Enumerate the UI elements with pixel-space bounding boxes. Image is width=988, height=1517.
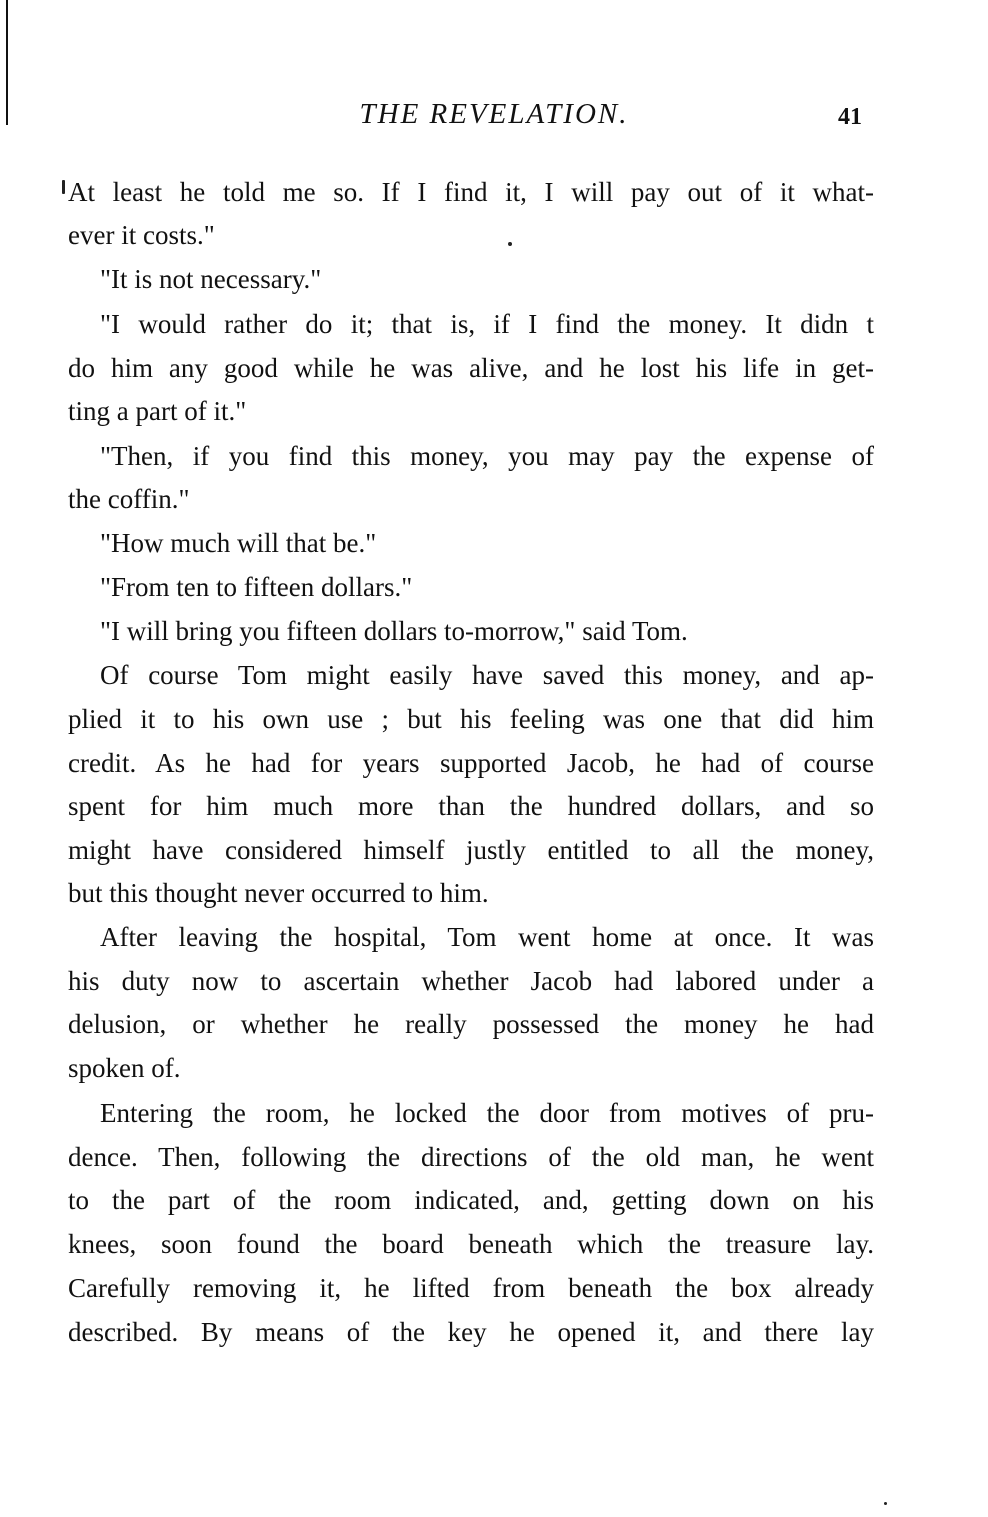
text-line: Entering the room, he locked the door from motives of pru- — [100, 1098, 874, 1128]
text-line: the coffin." — [68, 484, 190, 514]
text-line: credit. As he had for years supported Jacob, he had of course — [68, 748, 874, 778]
text-line: ting a part of it." — [68, 396, 247, 426]
text-line: do him any good while he was alive, and he lost his life in get- — [68, 353, 874, 383]
text-line: "It is not necessary." — [100, 264, 322, 294]
text-line: At least he told me so. If I find it, I will pay out of it what- — [68, 177, 874, 207]
running-title: THE REVELATION. — [359, 98, 629, 130]
text-line: spent for him much more than the hundred dollars, and so — [68, 791, 874, 821]
text-line: Carefully removing it, he lifted from beneath the box already — [68, 1273, 874, 1303]
text-line: ever it costs." — [68, 220, 215, 250]
text-line: Of course Tom might easily have saved this money, and ap- — [100, 660, 874, 690]
text-line: "Then, if you find this money, you may pay the expense of — [100, 441, 874, 471]
page-number: 41 — [838, 104, 862, 130]
print-speck — [62, 180, 65, 194]
text-line: "I will bring you fifteen dollars to-morrow," said Tom. — [100, 616, 688, 646]
text-line: "I would rather do it; that is, if I find the money. It didn t — [100, 309, 874, 339]
text-line: to the part of the room indicated, and, getting down on his — [68, 1185, 874, 1215]
text-line: delusion, or whether he really possessed the money he had — [68, 1009, 874, 1039]
text-line: described. By means of the key he opened it, and there lay — [68, 1317, 874, 1347]
text-line: his duty now to ascertain whether Jacob had labored under a — [68, 966, 874, 996]
text-line: dence. Then, following the directions of the old man, he went — [68, 1142, 874, 1172]
print-speck — [884, 1502, 887, 1505]
text-line: might have considered himself justly entitled to all the money, — [68, 835, 874, 865]
text-line: After leaving the hospital, Tom went home at once. It was — [100, 922, 874, 952]
text-line: knees, soon found the board beneath which the treasure lay. — [68, 1229, 874, 1259]
text-line: plied it to his own use ; but his feeling was one that did him — [68, 704, 874, 734]
text-line: spoken of. — [68, 1053, 181, 1083]
text-line: but this thought never occurred to him. — [68, 878, 489, 908]
print-speck — [508, 242, 512, 246]
text-line: "From ten to fifteen dollars." — [100, 572, 413, 602]
text-line: "How much will that be." — [100, 528, 377, 558]
